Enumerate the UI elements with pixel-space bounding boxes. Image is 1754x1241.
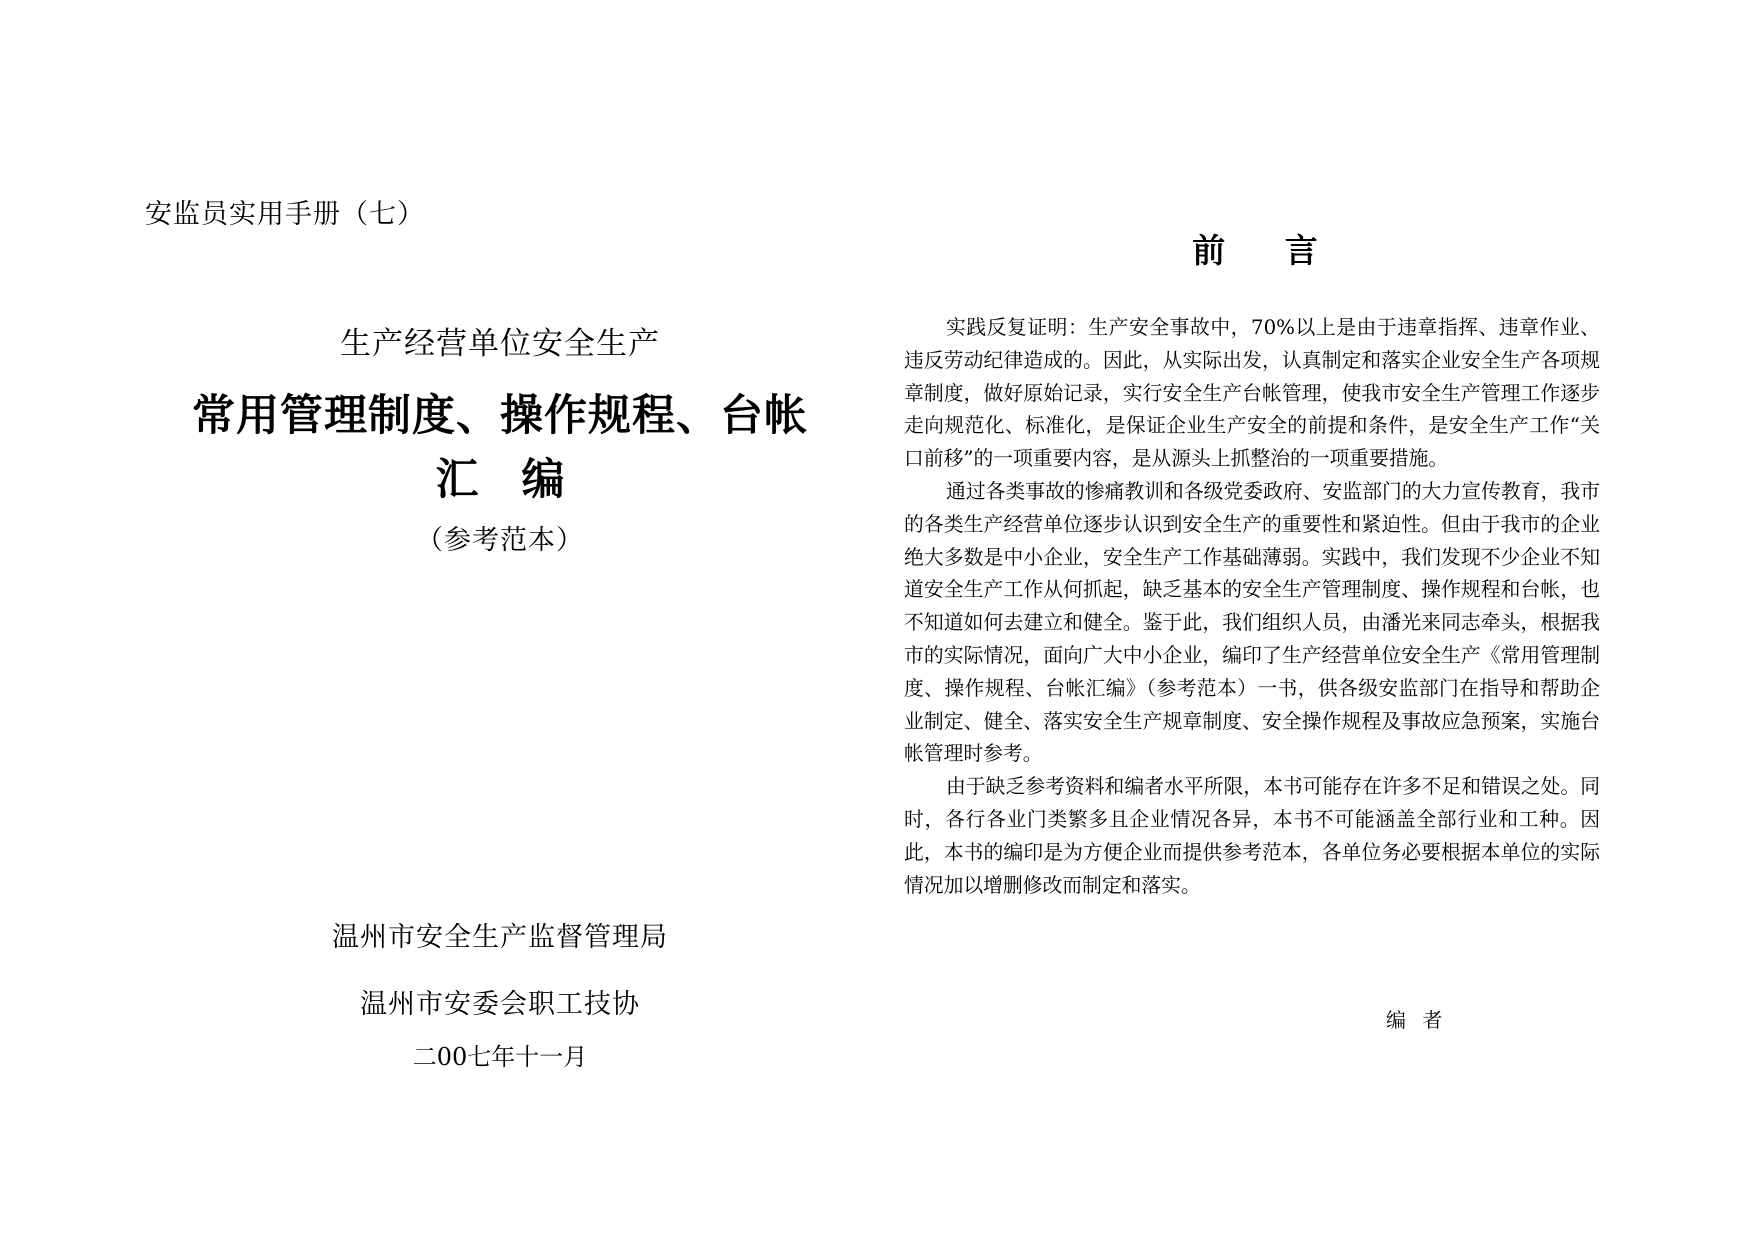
cover-main-title: 常用管理制度、操作规程、台帐 xyxy=(192,391,808,441)
preface-paragraph: 通过各类事故的惨痛教训和各级党委政府、安监部门的大力宣传教育，我市的各类生产经营单位逐步认识到安全生产的重要性和紧迫性。但由于我市的企业绝大多数是中小企业，安全生产工作基础薄弱。实践中，我们发现不少企业不知道安全生产工作从何抓起，缺乏基本的安全生产管理制度、操作规程和台帐，也不知道如何去建立和健全。鉴于此，我们组织人员，由潘光来同志牵头，根据我市的实际情况，面向广大中小企业，编印了生产经营单位安全生产《常用管理制度、操作规程、台帐汇编》（参考范本）一书，供各级安监部门在指导和帮助企业制定、健全、落实安全生产规章制度、安全操作规程及事故应急预案，实施台帐管理时参考。 xyxy=(904,479,1600,766)
preface-title: 前 言 xyxy=(1192,231,1318,270)
preface-body xyxy=(904,312,1600,902)
reference-note: （参考范本） xyxy=(416,525,584,556)
cover-main-title-line-2: 汇 编 xyxy=(435,455,565,505)
co-publisher-name: 温州市安委会职工技协 xyxy=(360,989,640,1020)
publisher-name: 温州市安全生产监督管理局 xyxy=(332,922,668,953)
preface-signature: 编 者 xyxy=(1386,1008,1443,1032)
publication-date: 二00七年十一月 xyxy=(412,1043,588,1071)
cover-subtitle: 生产经营单位安全生产 xyxy=(340,326,660,362)
preface-paragraph: 由于缺乏参考资料和编者水平所限，本书可能存在许多不足和错误之处。同时，各行各业门类繁多且企业情况各异，本书不可能涵盖全部行业和工种。因此，本书的编印是为方便企业而提供参考范本，各单位务必要根据本单位的实际情况加以增删修改而制定和落实。 xyxy=(904,775,1600,897)
series-title: 安监员实用手册（七） xyxy=(145,199,425,230)
preface-paragraph: 实践反复证明：生产安全事故中，70%以上是由于违章指挥、违章作业、违反劳动纪律造成的。因此，从实际出发，认真制定和落实企业安全生产各项规章制度，做好原始记录，实行安全生产台帐管理，使我市安全生产管理工作逐步走向规范化、标准化，是保证企业生产安全的前提和条件，是安全生产工作“关口前移”的一项重要内容，是从源头上抓整治的一项重要措施。 xyxy=(904,316,1600,471)
